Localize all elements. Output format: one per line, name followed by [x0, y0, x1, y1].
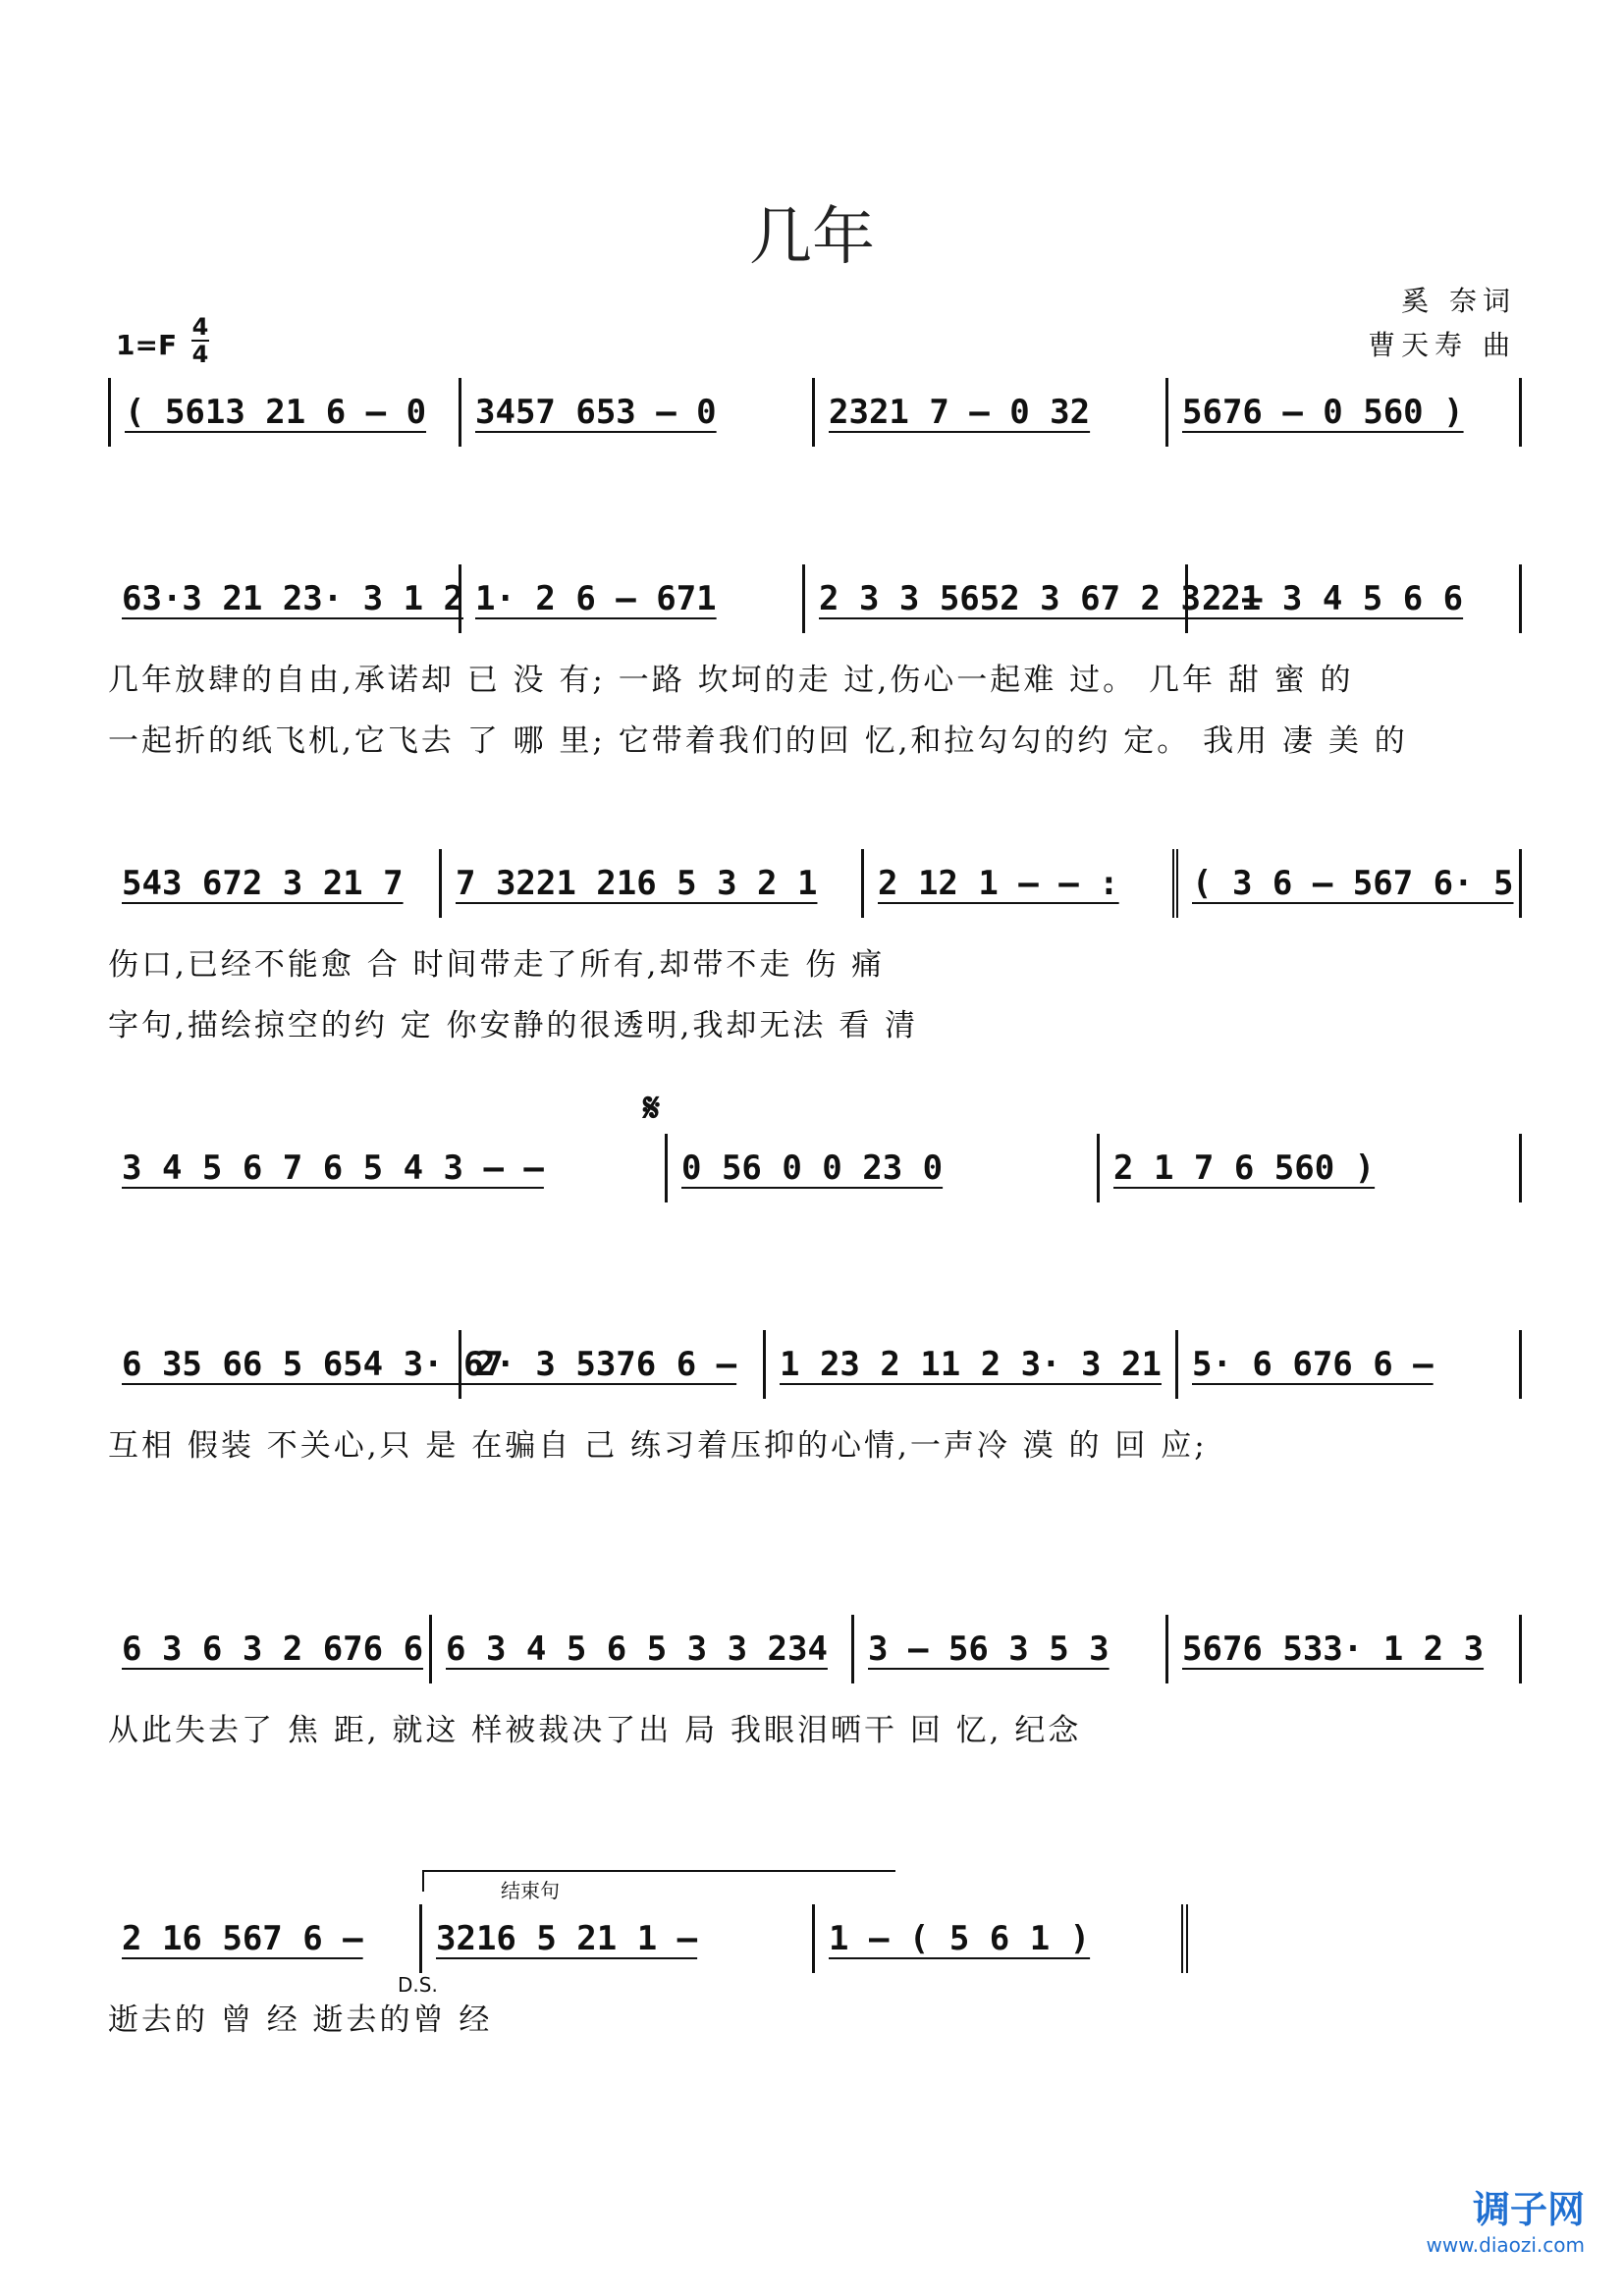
score-system-1 [108, 378, 1522, 447]
segno-sign: 𝄋 [643, 1085, 661, 1131]
measure: 5676 – 0 560 ) [1168, 378, 1522, 447]
lyricist-credit: 奚 奈词 [1401, 285, 1516, 317]
watermark-url: www.diaozi.com [1426, 2233, 1585, 2257]
time-signature-top: 4 [191, 313, 209, 341]
score-system-7 [108, 1904, 1188, 2038]
notes-row [108, 849, 1522, 918]
lyric-line-verse-1: 伤口,已经不能愈 合 时间带走了所有,却带不走 伤 痛 [108, 947, 886, 983]
measure: 5676 533· 1 2 3 [1168, 1615, 1522, 1683]
measure: 1· 2 6 – 671 [461, 564, 805, 633]
notes-row [108, 1615, 1522, 1683]
lyric-line: 逝去的 曾 经 逝去的曾 经 [108, 2002, 493, 2038]
measure: 3 4 5 6 7 6 5 4 3 – – [108, 1134, 668, 1202]
measure: 0 56 0 0 23 0 [668, 1134, 1100, 1202]
measure: 1 23 2 11 2 3· 3 21 [766, 1330, 1178, 1399]
notes-row [108, 1134, 1522, 1202]
time-signature [191, 314, 209, 367]
ending-bracket [422, 1870, 895, 1892]
site-watermark [1427, 2179, 1585, 2257]
song-title: 几年 [749, 201, 875, 274]
measure: 2 12 1 – – : [864, 849, 1178, 918]
lyric-line-verse-2: 一起折的纸飞机,它飞去 了 哪 里; 它带着我们的回 忆,和拉勾勾的约 定。 我用 凄 美 的 [108, 723, 1408, 759]
measure: ( 3 6 – 567 6· 5 [1178, 849, 1522, 918]
score-system-4 [108, 1134, 1522, 1202]
measure: 6 3 4 5 6 5 3 3 234 [432, 1615, 854, 1683]
composer-credit: 曹天寿 曲 [1368, 329, 1516, 361]
measure: 3457 653 – 0 [461, 378, 815, 447]
notes-row [108, 1330, 1522, 1399]
measure: 3216 5 21 1 – [422, 1904, 815, 1973]
measure: 2 16 567 6 – [108, 1904, 422, 1973]
measure: 6 35 66 5 654 3· 67 [108, 1330, 461, 1399]
measure: 7 3221 216 5 3 2 1 [442, 849, 864, 918]
notes-row [108, 1904, 1188, 1973]
measure: 543 672 3 21 7 [108, 849, 442, 918]
ds-marking: D.S. [398, 1973, 438, 1997]
time-signature-bottom: 4 [191, 341, 209, 368]
watermark-site-name: 调子网 [1472, 2188, 1585, 2231]
ending-label: 结束句 [501, 1879, 560, 1902]
score-system-3 [108, 849, 1522, 1043]
score-system-2 [108, 564, 1522, 759]
measure: 2 1 7 6 560 ) [1100, 1134, 1522, 1202]
measure: 1 – ( 5 6 1 ) [815, 1904, 1188, 1973]
key-signature: 1=F [116, 329, 178, 361]
notes-row [108, 564, 1522, 633]
lyric-line: 互相 假装 不关心,只 是 在骗自 己 练习着压抑的心情,一声冷 漠 的 回 应; [108, 1428, 1208, 1464]
measure: 63·3 21 23· 3 1 2 [108, 564, 461, 633]
measure: 3 – 56 3 5 3 [854, 1615, 1168, 1683]
measure: ( 5613 21 6 – 0 [108, 378, 461, 447]
measure: 2 3 3 5652 3 67 2 3 21 [805, 564, 1188, 633]
score-system-6 [108, 1615, 1522, 1748]
notes-row [108, 378, 1522, 447]
measure: 2· 3 5376 6 – [461, 1330, 766, 1399]
measure: 5· 6 676 6 – [1178, 1330, 1522, 1399]
score-system-5 [108, 1330, 1522, 1464]
measure: 2 – 3 4 5 6 6 [1188, 564, 1522, 633]
lyric-line-verse-1: 几年放肆的自由,承诺却 已 没 有; 一路 坎坷的走 过,伤心一起难 过。 几年 甜 蜜 的 [108, 663, 1354, 698]
measure: 6 3 6 3 2 676 6 [108, 1615, 432, 1683]
measure: 2321 7 – 0 32 [815, 378, 1168, 447]
lyric-line: 从此失去了 焦 距, 就这 样被裁决了出 局 我眼泪晒干 回 忆, 纪念 [108, 1713, 1082, 1748]
lyric-line-verse-2: 字句,描绘掠空的约 定 你安静的很透明,我却无法 看 清 [108, 1008, 919, 1043]
